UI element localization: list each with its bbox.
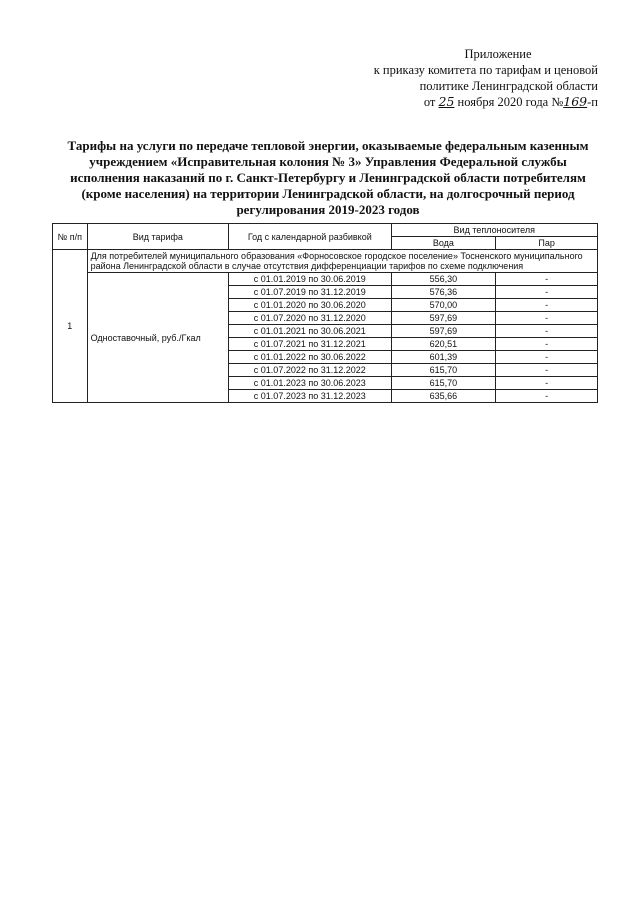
period-cell: с 01.01.2023 по 30.06.2023 (229, 377, 391, 390)
water-value: 570,00 (391, 299, 496, 312)
date-middle: ноября 2020 года № (457, 95, 564, 109)
order-number-handwritten: 169 (563, 94, 588, 109)
header-number: № п/п (53, 224, 88, 250)
steam-value: - (496, 325, 598, 338)
period-cell: с 01.07.2019 по 31.12.2019 (229, 286, 391, 299)
appendix-order-ref: к приказу комитета по тарифам и ценовой (373, 63, 598, 77)
period-cell: с 01.01.2019 по 30.06.2019 (229, 273, 391, 286)
water-value: 635,66 (391, 390, 496, 403)
period-cell: с 01.01.2021 по 30.06.2021 (229, 325, 391, 338)
steam-value: - (496, 377, 598, 390)
steam-value: - (496, 299, 598, 312)
period-cell: с 01.07.2021 по 31.12.2021 (229, 338, 391, 351)
period-cell: с 01.01.2020 по 30.06.2020 (229, 299, 391, 312)
header-period: Год с календарной разбивкой (229, 224, 391, 250)
water-value: 556,30 (391, 273, 496, 286)
appendix-committee: политике Ленинградской области (419, 79, 598, 93)
appendix-title: Приложение (464, 47, 532, 61)
steam-value: - (496, 286, 598, 299)
header-heat-carrier: Вид теплоносителя (391, 224, 598, 237)
appendix-header (338, 46, 598, 110)
water-value: 620,51 (391, 338, 496, 351)
tariff-kind: Одноставочный, руб./Гкал (87, 273, 228, 403)
header-steam: Пар (496, 237, 598, 250)
steam-value: - (496, 351, 598, 364)
row-number: 1 (53, 250, 88, 403)
period-cell: с 01.01.2022 по 30.06.2022 (229, 351, 391, 364)
appendix-date (338, 94, 598, 110)
steam-value: - (496, 312, 598, 325)
water-value: 597,69 (391, 325, 496, 338)
header-water: Вода (391, 237, 496, 250)
period-cell: с 01.07.2020 по 31.12.2020 (229, 312, 391, 325)
header-tariff-kind: Вид тарифа (87, 224, 228, 250)
tariff-table (52, 223, 598, 403)
water-value: 576,36 (391, 286, 496, 299)
steam-value: - (496, 338, 598, 351)
order-suffix: -п (587, 95, 598, 109)
period-cell: с 01.07.2022 по 31.12.2022 (229, 364, 391, 377)
period-cell: с 01.07.2023 по 31.12.2023 (229, 390, 391, 403)
steam-value: - (496, 273, 598, 286)
consumer-note-row (53, 250, 598, 273)
water-value: 601,39 (391, 351, 496, 364)
steam-value: - (496, 364, 598, 377)
table-row (53, 273, 598, 286)
date-prefix: от (423, 95, 436, 109)
water-value: 615,70 (391, 377, 496, 390)
table-header-row (53, 224, 598, 237)
water-value: 597,69 (391, 312, 496, 325)
consumer-note: Для потребителей муниципального образования «Форносовское городское поселение» Тосненского муниципального района Ленинградской области в случае отсутствия дифференциации тарифов по схеме подключения (87, 250, 597, 273)
steam-value: - (496, 390, 598, 403)
document-title: Тарифы на услуги по передаче тепловой энергии, оказываемые федеральным казенным учреждением «Исправительная колония № 3» Управления Федеральной службы исполнения наказаний по г. Санкт-Петербургу и Ленинградской области потребителям (кроме населения) на территории Ленинградской области, на долгосрочный период регулирования 2019-2023 годов (67, 138, 589, 217)
water-value: 615,70 (391, 364, 496, 377)
date-day-handwritten: 25 (438, 94, 455, 109)
